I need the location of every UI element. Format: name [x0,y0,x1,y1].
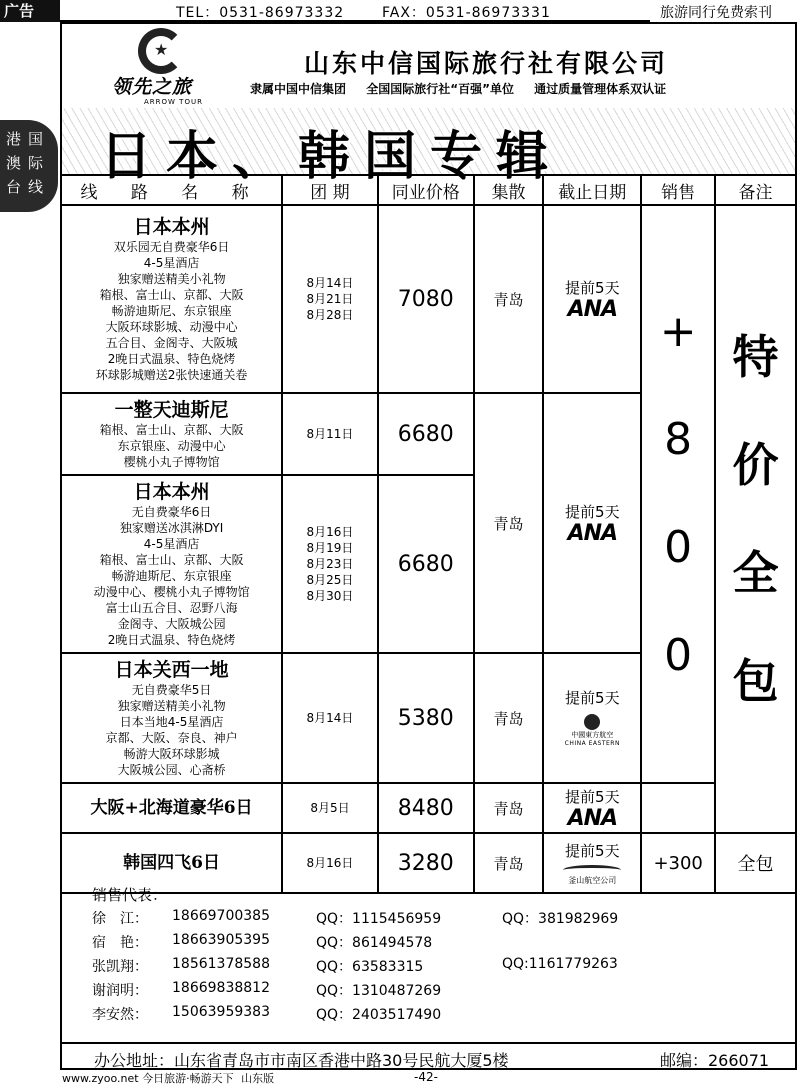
route-line: 樱桃小丸子博物馆 [123,455,220,469]
air-busan-logo [563,865,621,886]
page-number: -42- [414,1070,438,1084]
header-dates: 团 期 [282,175,378,205]
top-bar [0,0,800,22]
tour-date: 8月16日 [306,525,354,539]
tour-date: 8月19日 [306,541,354,555]
air-busan-icon [563,865,621,875]
dates-cell: 8月5日 [282,783,378,833]
address-bar [60,1042,797,1068]
company-tag: 全国国际旅行社“百强”单位 [366,82,514,96]
side-tab-char: 港 [6,130,22,148]
airline-name-cn: 釜山航空公司 [568,875,617,885]
sale-char: 8 [664,414,693,465]
cutoff-text: 提前5天 [565,278,620,297]
ana-logo-icon: ANA [567,520,618,546]
route-line: 京都、大阪、奈良、神户 [105,731,238,745]
airline-name-cn: 中國東方航空 [571,731,614,739]
cutoff-cell [543,205,641,393]
route-line: 4-5星酒店 [143,537,200,551]
header-cutoff: 截止日期 [543,175,641,205]
sale-cell-empty [641,783,715,833]
rep-qq: QQ：63583315 [316,959,424,975]
note-merged-cell [715,205,796,833]
route-title: 日本本州 [133,216,210,238]
company-logo [82,28,232,108]
route-line: 金阁寺、大阪城公园 [117,617,226,631]
header-sale: 销售 [641,175,715,205]
route-line: 无自费豪华6日 [131,505,212,519]
route-table [60,174,797,894]
sale-merged-cell [641,205,715,783]
side-section-tab [0,120,58,212]
footer-site: www.zyoo.net 今日旅游·畅游天下 [62,1072,234,1085]
dates-cell [282,205,378,393]
cutoff-text: 提前5天 [565,502,620,521]
tour-date: 8月28日 [306,308,354,322]
dates-cell: 8月16日 [282,833,378,893]
cutoff-text: 提前5天 [565,787,620,806]
china-eastern-logo [565,714,620,747]
company-tags [250,80,682,97]
side-tab-char: 国 [28,130,44,148]
header-route: 线 路 名 称 [61,175,282,205]
price-cell: 3280 [378,833,474,893]
city-cell: 青岛 [474,783,544,833]
company-tag: 通过质量管理体系双认证 [534,82,667,96]
free-copy-note: 旅游同行免费索刊 [660,5,772,21]
sale-cell: +300 [641,833,715,893]
route-line: 畅游大阪环球影城 [123,747,220,761]
footer [62,1070,278,1086]
table-row [61,205,796,393]
tour-date: 8月14日 [306,711,354,725]
route-title: 日本本州 [133,481,210,503]
header-note: 备注 [715,175,796,205]
sales-title: 销售代表： [92,886,168,904]
price-cell: 6680 [378,393,474,475]
dates-cell [282,393,378,475]
route-line: 独家赠送精美小礼物 [117,699,226,713]
route-line: 日本当地4-5星酒店 [119,715,224,729]
route-line: 箱根、富士山、京都、大阪 [99,423,244,437]
tour-date: 8月23日 [306,557,354,571]
header-city: 集散 [474,175,544,205]
route-line: 东京银座、动漫中心 [117,439,226,453]
airline-name-en: CHINA EASTERN [564,740,620,747]
route-cell [61,475,282,653]
price-cell: 8480 [378,783,474,833]
route-line: 4-5星酒店 [143,256,200,270]
note-cell: 全包 [715,833,796,893]
contact-strip [60,0,650,22]
route-line: 动漫中心、樱桃小丸子博物馆 [93,585,250,599]
logo-name: 领先之旅 [112,76,193,98]
rep-phone: 18669838812 [172,980,270,996]
office-address: 办公地址：山东省青岛市市南区香港中路30号民航大厦5楼 [94,1051,509,1070]
route-line: 无自费豪华5日 [131,683,212,697]
cutoff-cell [543,393,641,653]
rep-qq: QQ：381982969 [502,911,619,927]
company-name: 山东中信国际旅行社有限公司 [304,49,669,78]
city-cell: 青岛 [474,393,544,653]
note-char: 包 [732,654,779,708]
route-line: 独家赠送精美小礼物 [117,272,226,286]
route-title: 一整天迪斯尼 [114,399,229,421]
rep-phone: 18669700385 [172,908,270,924]
rep-qq: QQ：861494578 [316,935,433,951]
table-header-row [61,175,796,205]
cutoff-cell [543,783,641,833]
star-icon: ★ [154,40,169,59]
price-cell: 7080 [378,205,474,393]
rep-phone: 18663905395 [172,932,270,948]
cutoff-text: 提前5天 [565,689,620,707]
logo-en: ARROW TOUR [144,98,203,106]
route-line: 富士山五合目、忍野八海 [105,601,238,615]
side-tab-char: 台 [6,178,22,196]
china-eastern-icon [584,714,600,730]
tour-date: 8月14日 [306,276,354,290]
cutoff-cell [543,653,641,783]
rep-qq: QQ:1161779263 [502,956,618,972]
route-title: 大阪+北海道豪华6日 [90,798,253,818]
dates-cell [282,475,378,653]
route-line: 五合目、金阁寺、大阪城 [105,336,238,350]
company-tag: 隶属中国中信集团 [250,82,347,96]
route-line: 畅游迪斯尼、东京银座 [111,569,232,583]
cutoff-text: 提前5天 [565,841,620,860]
route-cell [61,783,282,833]
route-line: 箱根、富士山、京都、大阪 [99,553,244,567]
route-line: 2晚日式温泉、特色烧烤 [107,633,236,647]
side-tab-char: 际 [28,154,44,172]
rep-phone: 18561378588 [172,956,270,972]
side-tab-char: 澳 [6,154,22,172]
ad-label: 广告 [0,0,60,22]
table-row [61,833,796,893]
table-row [61,783,796,833]
tour-date: 8月30日 [306,589,354,603]
fax-number: FAX：0531-86973331 [382,5,551,21]
route-line: 大阪城公园、心斋桥 [117,763,226,777]
route-line: 环球影城赠送2张快速通关卷 [95,368,248,382]
ana-logo-icon: ANA [567,296,618,322]
footer-region: 山东版 [241,1072,275,1085]
route-cell [61,205,282,393]
route-line: 畅游迪斯尼、东京银座 [111,304,232,318]
rep-qq: QQ：1115456959 [316,911,442,927]
tour-date: 8月11日 [306,427,354,441]
city-cell: 青岛 [474,205,544,393]
dates-cell [282,653,378,783]
route-cell [61,653,282,783]
rep-qq: QQ：1310487269 [316,983,442,999]
banner-title: 日本、韩国专辑 [100,126,563,187]
sale-char: 0 [664,522,693,573]
rep-name: 宿 艳： [92,935,148,951]
route-line: 双乐园无自费豪华6日 [113,240,230,254]
sale-char: + [659,306,697,357]
rep-name: 张凯翔： [92,959,148,975]
route-cell [61,393,282,475]
rep-name: 谢润明： [92,983,148,999]
rep-qq: QQ：2403517490 [316,1007,442,1023]
city-cell: 青岛 [474,833,544,893]
header-price: 同业价格 [378,175,474,205]
route-title: 日本关西一地 [114,659,229,681]
rep-phone: 15063959383 [172,1004,270,1020]
tel-number: TEL：0531-86973332 [176,5,345,21]
route-line: 大阪环球影城、动漫中心 [105,320,238,334]
ana-logo-icon: ANA [567,805,618,831]
rep-name: 徐 江： [92,911,148,927]
side-tab-char: 线 [28,178,44,196]
sale-char: 0 [664,630,693,681]
route-line: 箱根、富士山、京都、大阪 [99,288,244,302]
cutoff-cell [543,833,641,893]
note-char: 特 [732,330,779,384]
postcode: 邮编：266071 [660,1051,770,1070]
route-line: 独家赠送冰淇淋DYI [119,521,224,535]
note-char: 全 [732,546,779,600]
rep-name: 李安然： [92,1007,148,1023]
tour-date: 8月25日 [306,573,354,587]
city-cell: 青岛 [474,653,544,783]
route-title: 韩国四飞6日 [123,853,220,873]
price-cell: 5380 [378,653,474,783]
note-char: 价 [732,438,779,492]
price-cell: 6680 [378,475,474,653]
tour-date: 8月21日 [306,292,354,306]
route-line: 2晚日式温泉、特色烧烤 [107,352,236,366]
